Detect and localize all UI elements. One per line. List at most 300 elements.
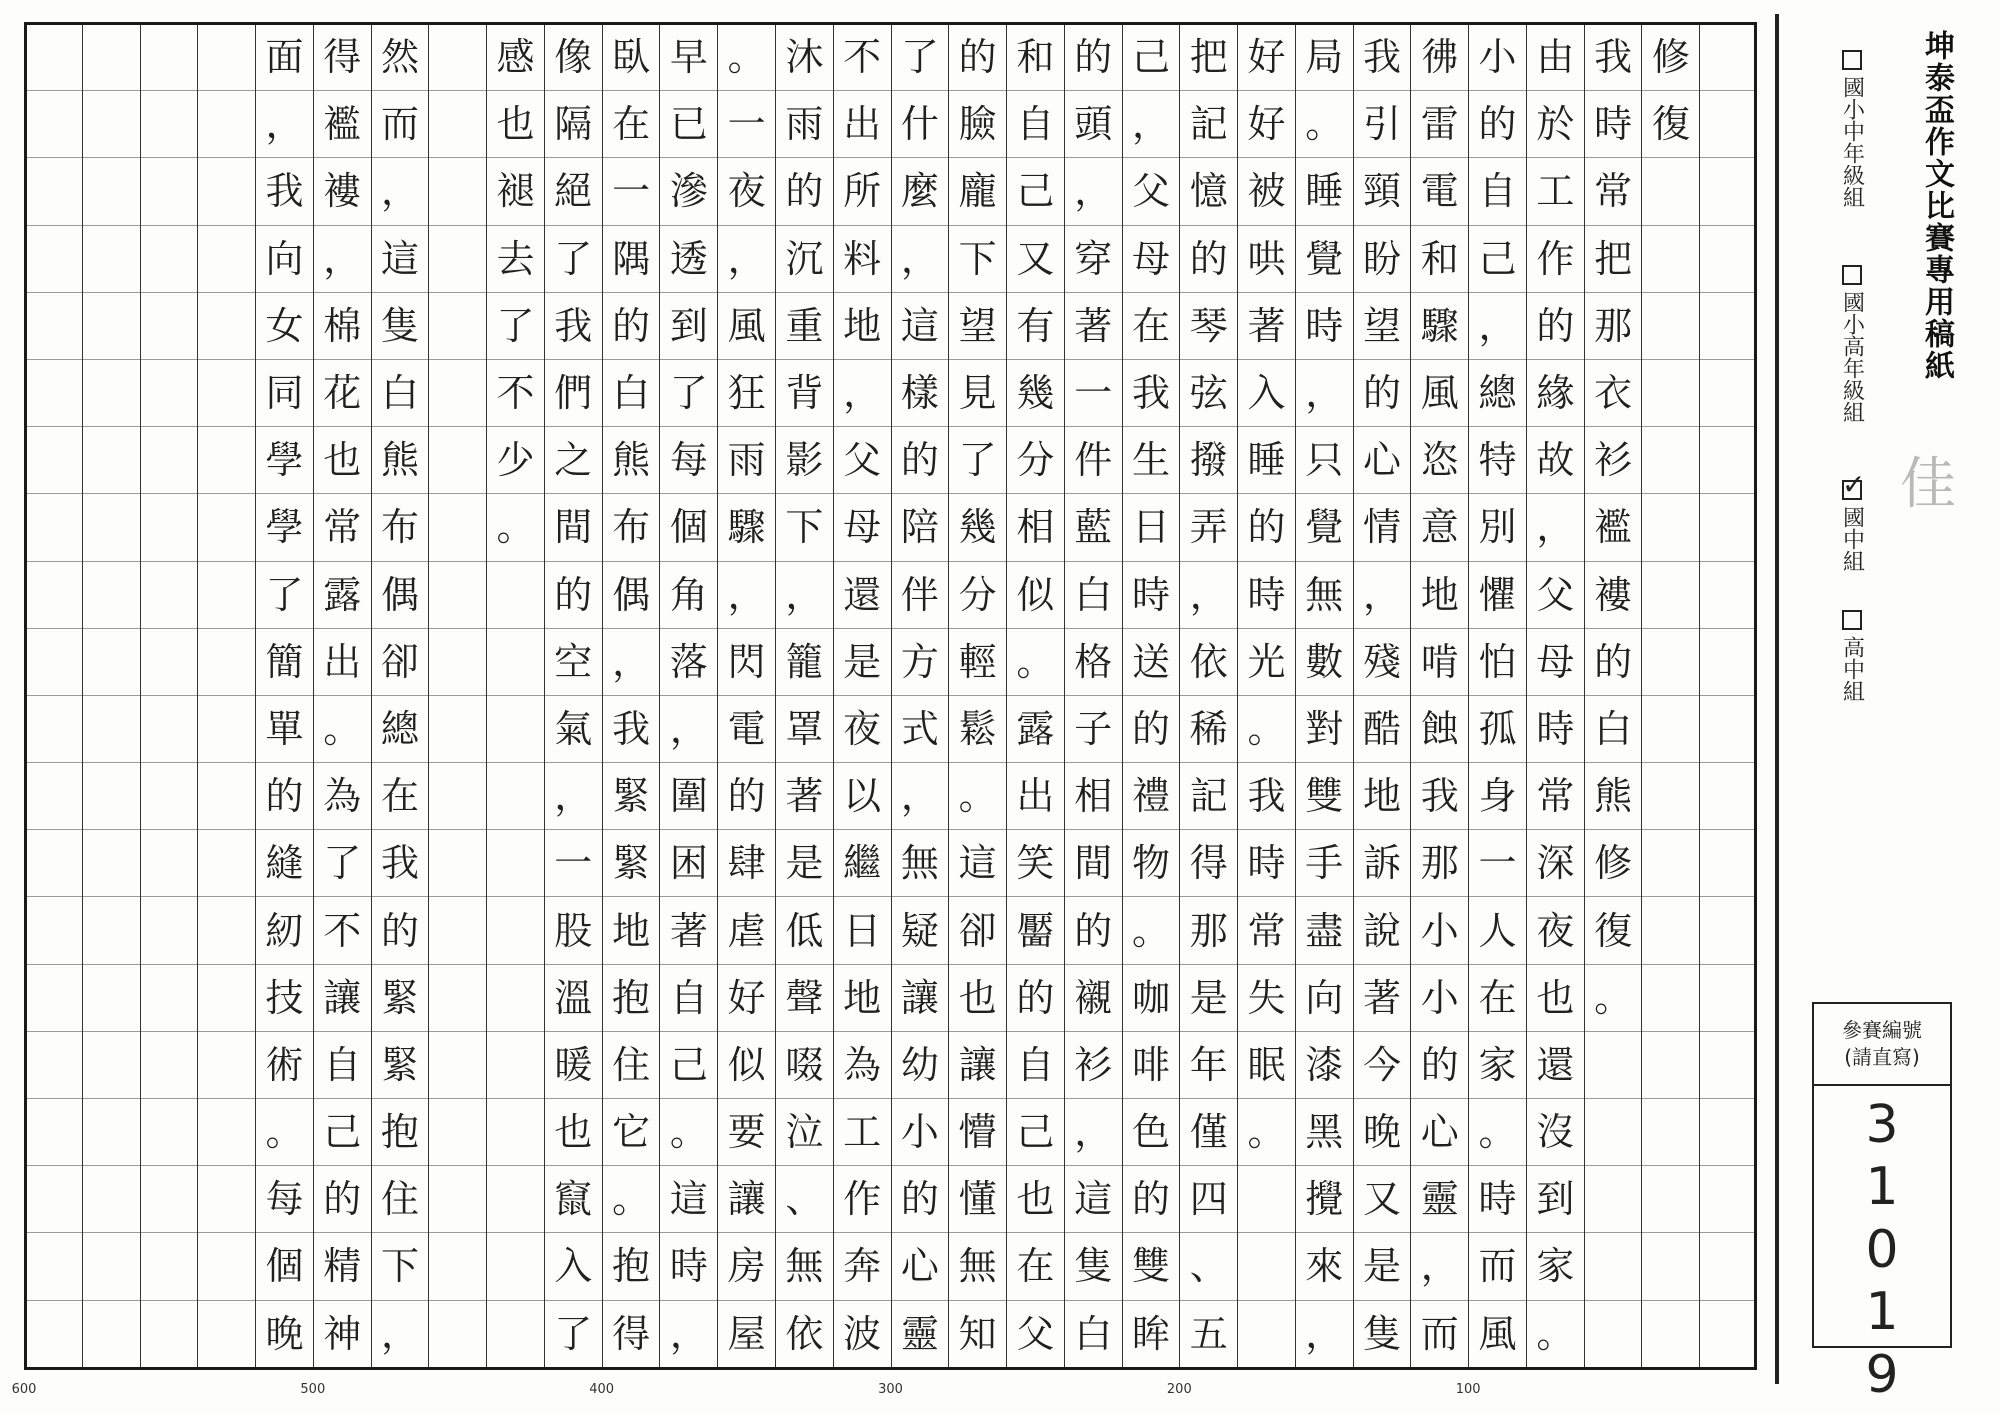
grid-cell: 漆 [1296, 1032, 1353, 1099]
grid-cell: 單 [256, 696, 313, 763]
entry-number-box [1812, 1002, 1952, 1405]
grid-cell: 小 [1469, 24, 1526, 91]
grid-cell: 笑 [1007, 830, 1064, 897]
grid-cell: 盼 [1354, 226, 1411, 293]
grid-cell: 料 [834, 226, 891, 293]
grid-cell: 意 [1411, 494, 1468, 561]
grid-cell: 出 [314, 629, 371, 696]
grid-cell: 襤 [1585, 494, 1642, 561]
grid-cell: ， [1123, 91, 1180, 158]
grid-cell: 術 [256, 1032, 313, 1099]
grid-cell: ， [372, 158, 429, 225]
checkbox[interactable] [1842, 265, 1862, 285]
entry-digit: 1 [1865, 1282, 1899, 1343]
grid-cell: 的 [372, 897, 429, 964]
grid-cell: ， [381, 1312, 420, 1357]
grid-cell: 精 [314, 1233, 371, 1300]
grid-cell: 作 [1527, 226, 1584, 293]
grid-cell: 於 [1527, 91, 1584, 158]
grid-cell: 。 [314, 696, 371, 763]
grid-cell: 風 [718, 293, 775, 360]
grid-cell: ， [892, 226, 949, 293]
grid-cell: 偶 [603, 562, 660, 629]
grid-cell: 啃 [1411, 629, 1468, 696]
grid-cell: 沉 [776, 226, 833, 293]
grid-cell: 地 [1354, 763, 1411, 830]
grid-cell: 這 [660, 1166, 717, 1233]
grid-cell: 個 [256, 1233, 313, 1300]
grid-cell: 我 [545, 293, 602, 360]
grid-cell: 臉 [949, 91, 1006, 158]
grid-cell: 弦 [1180, 360, 1237, 427]
grid-cell: 常 [1585, 158, 1642, 225]
grid-cell: 卻 [372, 629, 429, 696]
grid-cell: 落 [660, 629, 717, 696]
grid-cell: 是 [834, 629, 891, 696]
grid-cell: 這 [1065, 1166, 1122, 1233]
grid-cell: 背 [776, 360, 833, 427]
grid-cell: 常 [1527, 763, 1584, 830]
grid-cell: 那 [1180, 897, 1237, 964]
grid-cell: 懵 [949, 1099, 1006, 1166]
grid-cell: 驟 [718, 494, 775, 561]
grid-cell: 。 [1296, 91, 1353, 158]
grid-cell: 記 [1180, 763, 1237, 830]
grid-cell: 心 [1411, 1099, 1468, 1166]
grid-cell: 而 [1469, 1233, 1526, 1300]
grid-cell: 感 [487, 24, 544, 91]
grid-cell: 而 [372, 91, 429, 158]
grid-cell: 的 [1123, 696, 1180, 763]
grid-cell: 空 [545, 629, 602, 696]
grid-cell: 到 [1527, 1166, 1584, 1233]
grid-cell: 要 [718, 1099, 775, 1166]
grid-cell: 懼 [1469, 562, 1526, 629]
grid-cell: 得 [1180, 830, 1237, 897]
grid-cell: 的 [892, 427, 949, 494]
grid-cell: 白 [1585, 696, 1642, 763]
grid-cell: 。 [660, 1099, 717, 1166]
grid-cell: 白 [1065, 562, 1122, 629]
grid-cell: ， [892, 763, 949, 830]
grid-cell: 讓 [314, 965, 371, 1032]
grid-cell: 時 [1296, 293, 1353, 360]
sheet-title: 坤泰盃作文比賽專用稿紙 [1919, 30, 1954, 382]
grid-cell: 己 [1007, 1099, 1064, 1166]
grid-cell: 雨 [776, 91, 833, 158]
grid-cell: 著 [1238, 293, 1295, 360]
grid-cell: 格 [1065, 629, 1122, 696]
grid-cell: 父 [1527, 562, 1584, 629]
grid-cell: 簡 [256, 629, 313, 696]
group-option-elementary-middle[interactable] [1830, 50, 1874, 208]
entry-number[interactable] [1814, 1086, 1950, 1406]
grid-cell: 生 [1123, 427, 1180, 494]
grid-cell: 的 [1065, 897, 1122, 964]
grid-cell: 眸 [1131, 1312, 1170, 1357]
ruler-label: 200 [1166, 1382, 1192, 1397]
grid-cell: 我 [1585, 24, 1642, 91]
grid-cell: 常 [1238, 897, 1295, 964]
grid-cell: 那 [1585, 293, 1642, 360]
grid-cell: 一 [545, 830, 602, 897]
grid-cell: 布 [603, 494, 660, 561]
ruler-label: 600 [11, 1382, 37, 1397]
grid-cell: 依 [1180, 629, 1237, 696]
grid-cell: 不 [487, 360, 544, 427]
grid-cell: 讓 [949, 1032, 1006, 1099]
grid-cell: 己 [1007, 158, 1064, 225]
grid-cell: 白 [372, 360, 429, 427]
grid-cell: 衣 [1585, 360, 1642, 427]
grid-cell: 彿 [1411, 24, 1468, 91]
grid-cell: 為 [314, 763, 371, 830]
grid-cell: 困 [660, 830, 717, 897]
grid-cell: 。 [1123, 897, 1180, 964]
grid-cell: 的 [1354, 360, 1411, 427]
grid-cell: 啡 [1123, 1032, 1180, 1099]
grid-cell: 低 [776, 897, 833, 964]
grid-cell: 修 [1585, 830, 1642, 897]
grid-cell: 地 [603, 897, 660, 964]
grid-cell: 憶 [1180, 158, 1237, 225]
grid-cell: 隔 [545, 91, 602, 158]
grid-cell: 記 [1180, 91, 1237, 158]
grid-cell: 透 [660, 226, 717, 293]
grid-cell: 光 [1238, 629, 1295, 696]
grid-cell: 無 [892, 830, 949, 897]
grid-cell: 眠 [1238, 1032, 1295, 1099]
grid-cell: 每 [256, 1166, 313, 1233]
grid-cell: 屋 [727, 1312, 766, 1357]
grid-cell: 的 [603, 293, 660, 360]
grid-cell: ， [256, 91, 313, 158]
grid-cell: 它 [603, 1099, 660, 1166]
grid-cell: 我 [1411, 763, 1468, 830]
grid-cell: 己 [314, 1099, 371, 1166]
grid-cell: 白 [1074, 1312, 1113, 1357]
grid-cell: 褸 [314, 158, 371, 225]
grid-cell: 著 [660, 897, 717, 964]
grid-cell: 絕 [545, 158, 602, 225]
entry-label-line1: 參賽編號 [1842, 1018, 1922, 1042]
ruler-label: 500 [300, 1382, 326, 1397]
grid-cell: 己 [1469, 226, 1526, 293]
grid-cell: 地 [834, 293, 891, 360]
grid-cell: 深 [1527, 830, 1584, 897]
grid-cell: 地 [1411, 562, 1468, 629]
grid-cell: 在 [603, 91, 660, 158]
grid-cell: 間 [1065, 830, 1122, 897]
grid-cell: 懂 [949, 1166, 1006, 1233]
grid-cell: 那 [1411, 830, 1468, 897]
entry-digit: 1 [1865, 1157, 1899, 1218]
grid-cell: 然 [372, 24, 429, 91]
grid-cell: 頭 [1065, 91, 1122, 158]
checkbox[interactable] [1842, 50, 1862, 70]
grid-cell: 時 [1123, 562, 1180, 629]
grid-cell: 時 [1238, 830, 1295, 897]
grid-cell: ， [718, 226, 775, 293]
grid-cell: 而 [1420, 1312, 1459, 1357]
grid-cell: 風 [1478, 1312, 1517, 1357]
grid-cell: 。 [487, 494, 544, 561]
grid-cell: 啜 [776, 1032, 833, 1099]
entry-label [1814, 1004, 1950, 1086]
grid-cell: 。 [949, 763, 1006, 830]
grid-cell: 的 [718, 763, 775, 830]
grid-cell: 子 [1065, 696, 1122, 763]
grid-cell: 我 [1123, 360, 1180, 427]
grid-cell: 每 [660, 427, 717, 494]
entry-digit: 0 [1865, 1219, 1899, 1280]
checkbox[interactable] [1842, 610, 1862, 630]
grid-cell: 夜 [718, 158, 775, 225]
grid-cell: 了 [554, 1312, 593, 1357]
grid-cell: 父 [1123, 158, 1180, 225]
grid-cell: ， [1065, 158, 1122, 225]
grid-cell: 相 [1065, 763, 1122, 830]
grid-cell: 我 [603, 696, 660, 763]
grid-cell: 靈 [1411, 1166, 1468, 1233]
grid-cell: 。 [1238, 696, 1295, 763]
grid-cell: ， [545, 763, 602, 830]
grid-cell: 著 [776, 763, 833, 830]
grid-cell: 樣 [892, 360, 949, 427]
grid-cell: 卻 [949, 897, 1006, 964]
grid-cell: 夜 [1527, 897, 1584, 964]
grid-cell: 攪 [1296, 1166, 1353, 1233]
grid-cell: 五 [1189, 1312, 1228, 1357]
grid-cell: 褸 [1585, 562, 1642, 629]
group-label: 國小中年級組 [1839, 76, 1865, 208]
grid-cell: 自 [1007, 91, 1064, 158]
grid-cell: 下 [372, 1233, 429, 1300]
grid-cell: 僅 [1180, 1099, 1237, 1166]
grid-cell: 著 [1354, 965, 1411, 1032]
grid-cell: 父 [834, 427, 891, 494]
grid-cell: 又 [1354, 1166, 1411, 1233]
grid-cell: 棉 [314, 293, 371, 360]
grid-cell: 復 [1642, 91, 1699, 158]
grid-cell: 龐 [949, 158, 1006, 225]
grid-cell: 不 [314, 897, 371, 964]
grade-mark: 佳 [1900, 452, 1956, 517]
grid-cell: 對 [1296, 696, 1353, 763]
checkbox[interactable] [1842, 468, 1866, 501]
grid-cell: 之 [545, 427, 602, 494]
grid-cell: 雨 [718, 427, 775, 494]
grid-cell: 了 [660, 360, 717, 427]
entry-digit: 3 [1865, 1095, 1899, 1155]
grid-cell: 修 [1642, 24, 1699, 91]
grid-cell: ， [1065, 1099, 1122, 1166]
grid-cell: 波 [843, 1312, 882, 1357]
grid-cell: 只 [1296, 427, 1353, 494]
grid-cell: 露 [1007, 696, 1064, 763]
grid-cell: 讓 [892, 965, 949, 1032]
grid-cell: 時 [1469, 1166, 1526, 1233]
grid-cell: 幾 [1007, 360, 1064, 427]
grid-cell: 是 [776, 830, 833, 897]
grid-cell: 的 [1469, 91, 1526, 158]
grid-cell: 了 [892, 24, 949, 91]
grid-cell: 不 [834, 24, 891, 91]
grid-cell: 了 [949, 427, 1006, 494]
grid-cell: 間 [545, 494, 602, 561]
grid-cell: 白 [603, 360, 660, 427]
grid-cell: 縫 [256, 830, 313, 897]
group-option-senior-high[interactable] [1830, 610, 1874, 702]
grid-cell: 別 [1469, 494, 1526, 561]
grid-cell: 無 [776, 1233, 833, 1300]
grid-cell: 孤 [1469, 696, 1526, 763]
grid-cell: 早 [660, 24, 717, 91]
grid-cell: 物 [1123, 830, 1180, 897]
grid-cell: 出 [1007, 763, 1064, 830]
grid-cell: 情 [1354, 494, 1411, 561]
grid-cell: 。 [603, 1166, 660, 1233]
grid-cell: 隅 [603, 226, 660, 293]
grid-cell: 由 [1527, 24, 1584, 91]
grid-cell: 所 [834, 158, 891, 225]
grid-cell: 送 [1123, 629, 1180, 696]
grid-cell: 這 [372, 226, 429, 293]
grid-cell: 住 [603, 1032, 660, 1099]
grid-cell: 色 [1123, 1099, 1180, 1166]
grid-cell: 隻 [1363, 1312, 1402, 1357]
grid-cell: 還 [834, 562, 891, 629]
grid-cell: 雙 [1296, 763, 1353, 830]
grid-cell: ， [603, 629, 660, 696]
grid-cell: 望 [949, 293, 1006, 360]
grid-cell: 特 [1469, 427, 1526, 494]
grid-cell: 也 [1007, 1166, 1064, 1233]
grid-cell: 睡 [1238, 427, 1295, 494]
grid-cell: 地 [834, 965, 891, 1032]
grid-cell: 隻 [372, 293, 429, 360]
grid-cell: 望 [1354, 293, 1411, 360]
group-label: 國中組 [1839, 506, 1865, 572]
grid-cell: 時 [1238, 562, 1295, 629]
grid-cell: 撥 [1180, 427, 1237, 494]
grid-cell: 也 [1527, 965, 1584, 1032]
grid-cell: 盡 [1296, 897, 1353, 964]
grid-cell: ， [1527, 494, 1584, 561]
grid-cell: 時 [1585, 91, 1642, 158]
grid-cell: 覺 [1296, 226, 1353, 293]
grid-cell: 伴 [892, 562, 949, 629]
grid-cell: 家 [1469, 1032, 1526, 1099]
grid-cell: 似 [1007, 562, 1064, 629]
grid-cell: 。 [1585, 965, 1642, 1032]
grid-cell: 下 [776, 494, 833, 561]
grid-cell: 為 [834, 1032, 891, 1099]
grid-cell: 繼 [834, 830, 891, 897]
ruler-label: 300 [878, 1382, 903, 1397]
grid-cell: 了 [545, 226, 602, 293]
grid-cell: 虐 [718, 897, 775, 964]
grid-cell: 去 [487, 226, 544, 293]
grid-cell: 來 [1296, 1233, 1353, 1300]
grid-cell: 自 [1469, 158, 1526, 225]
grid-cell: 了 [314, 830, 371, 897]
grid-cell: 疑 [892, 897, 949, 964]
grid-cell: 見 [949, 360, 1006, 427]
grid-cell: 在 [1469, 965, 1526, 1032]
grid-cell: 小 [1411, 897, 1468, 964]
grid-cell: 布 [372, 494, 429, 561]
grid-cell: 時 [660, 1233, 717, 1300]
grid-cell: ， [776, 562, 833, 629]
grid-cell: 雙 [1123, 1233, 1180, 1300]
grid-cell: 工 [834, 1099, 891, 1166]
grid-cell: 是 [1180, 965, 1237, 1032]
grid-cell: 一 [1469, 830, 1526, 897]
grid-cell: 身 [1469, 763, 1526, 830]
grid-cell: 似 [718, 1032, 775, 1099]
grid-cell: ， [834, 360, 891, 427]
grid-cell: 了 [487, 293, 544, 360]
grid-cell: 緊 [603, 830, 660, 897]
grid-cell: 暖 [545, 1032, 602, 1099]
grid-cell: 緊 [603, 763, 660, 830]
grid-cell: 父 [1016, 1312, 1055, 1357]
grid-cell: 式 [892, 696, 949, 763]
grid-cell: 的 [776, 158, 833, 225]
grid-cell: 我 [1238, 763, 1295, 830]
grid-cell: 穿 [1065, 226, 1122, 293]
grid-cell: 的 [1527, 293, 1584, 360]
grid-cell: 件 [1065, 427, 1122, 494]
grid-cell: 晚 [1354, 1099, 1411, 1166]
group-option-junior-high[interactable] [1830, 468, 1874, 572]
grid-cell: 神 [323, 1312, 362, 1357]
grid-cell: 的 [314, 1166, 371, 1233]
grid-cell: ， [1296, 360, 1353, 427]
grid-cell: 工 [1527, 158, 1584, 225]
grid-cell: ， [1305, 1312, 1344, 1357]
grid-cell: 把 [1180, 24, 1237, 91]
grid-cell: 褪 [487, 158, 544, 225]
grid-cell: 禮 [1123, 763, 1180, 830]
grid-cell: 無 [1296, 562, 1353, 629]
grid-cell: 電 [718, 696, 775, 763]
grid-cell: 復 [1585, 897, 1642, 964]
grid-cell: 自 [660, 965, 717, 1032]
grid-cell: 自 [314, 1032, 371, 1099]
grid-cell: 幾 [949, 494, 1006, 561]
grid-cell: 心 [1354, 427, 1411, 494]
group-option-elementary-upper[interactable] [1830, 265, 1874, 423]
grid-cell: 也 [314, 427, 371, 494]
grid-cell: 熊 [372, 427, 429, 494]
grid-cell: 花 [314, 360, 371, 427]
grid-cell: ， [660, 696, 717, 763]
grid-cell: 少 [487, 427, 544, 494]
grid-cell: 我 [1354, 24, 1411, 91]
grid-cell: 的 [1180, 226, 1237, 293]
character-ruler [11, 1382, 1757, 1406]
grid-cell: 無 [949, 1233, 1006, 1300]
grid-cell: 房 [718, 1233, 775, 1300]
grid-cell: 家 [1527, 1233, 1584, 1300]
grid-cell: 女 [256, 293, 313, 360]
grid-cell: 雷 [1411, 91, 1468, 158]
grid-cell: 母 [1527, 629, 1584, 696]
grid-cell: 母 [1123, 226, 1180, 293]
grid-cell: 氣 [545, 696, 602, 763]
